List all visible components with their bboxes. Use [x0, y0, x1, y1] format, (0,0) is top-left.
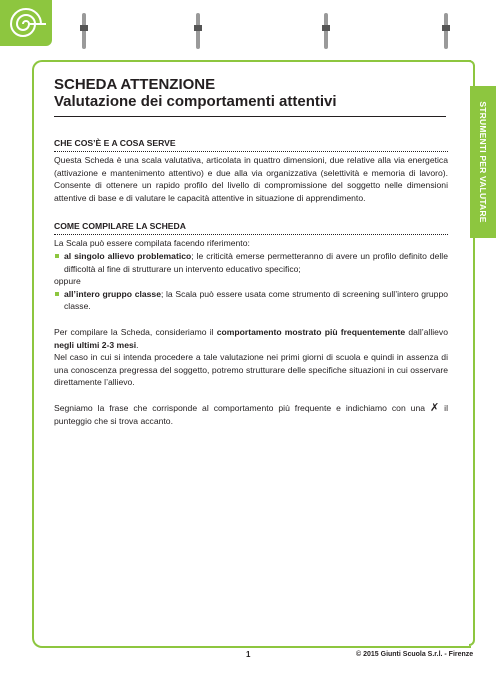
text-span: Segniamo la frase che corrisponde al comportamento più frequente e indichiamo con una	[54, 402, 430, 413]
page-subtitle: Valutazione dei comportamenti attentivi	[54, 93, 337, 110]
page-title: SCHEDA ATTENZIONE	[54, 76, 216, 93]
side-tab	[470, 86, 496, 238]
title-block	[54, 76, 446, 117]
spiral-logo-icon	[6, 6, 46, 42]
bullet-bold: al singolo allievo problematico	[64, 250, 192, 261]
section-heading: CHE COS’È E A COSA SERVE	[54, 138, 448, 152]
binder-ring-icon	[320, 13, 332, 49]
section-heading: COME COMPILARE LA SCHEDA	[54, 221, 448, 235]
text-span: .	[136, 339, 139, 350]
bullet-bold: all’intero gruppo classe	[64, 288, 161, 299]
paragraph	[54, 402, 448, 427]
side-tab-label: STRUMENTI PER VALUTARE	[478, 101, 488, 223]
binder-ring-icon	[192, 13, 204, 49]
section-how-to	[54, 221, 448, 427]
bullet-text: ; la Scala può essere usata come strumento di screening sull’intero gruppo classe.	[64, 288, 449, 312]
bold-span: comportamento mostrato più frequentemente	[216, 326, 406, 337]
paragraph: Nel caso in cui si intenda procedere a tale valutazione nei primi giorni di scuola e quindi in assenza di una conoscenza pregressa del soggetto, potremo strutturare delle specifiche situazioni in cui osservare direttamente l’allievo.	[54, 352, 448, 388]
intro-text: La Scala può essere compilata facendo riferimento:	[54, 238, 250, 249]
paragraph	[54, 326, 448, 351]
copyright: © 2015 Giunti Scuola S.r.l. - Firenze	[356, 651, 474, 658]
page-number: 1	[246, 650, 251, 659]
bold-span: negli ultimi 2-3 mesi	[54, 339, 137, 350]
binder-ring-icon	[440, 13, 452, 49]
oppure-text: oppure	[54, 276, 81, 287]
text-span: il punteggio che si trova accanto.	[54, 402, 448, 426]
text-span: dall’allievo	[405, 326, 449, 337]
bullet-item	[54, 288, 448, 313]
text-span: Per compilare la Scheda, consideriamo il	[54, 326, 217, 337]
cross-mark-icon: ✗	[429, 401, 440, 414]
section-what-is	[54, 138, 448, 204]
section-text: Questa Scheda è una scala valutativa, articolata in quattro dimensioni, due relative alla via energetica (attivazione e mantenimento attentivo) e due alla via organizzativa (selettività e memoria di lavoro). Consente di ottenere un rapido profilo del livello di compromissione del soggetto nelle dimensioni attentive di base e di valutare le capacità attentive in situazione di apprendimento.	[54, 155, 448, 203]
main-content	[54, 138, 448, 427]
logo-block	[0, 0, 52, 46]
bullet-item	[54, 250, 448, 275]
bullet-text: ; le criticità emerse permetteranno di avere un profilo definito delle difficoltà al fine di strutturare un intervento educativo specifico;	[64, 250, 449, 274]
binder-ring-icon	[78, 13, 90, 49]
